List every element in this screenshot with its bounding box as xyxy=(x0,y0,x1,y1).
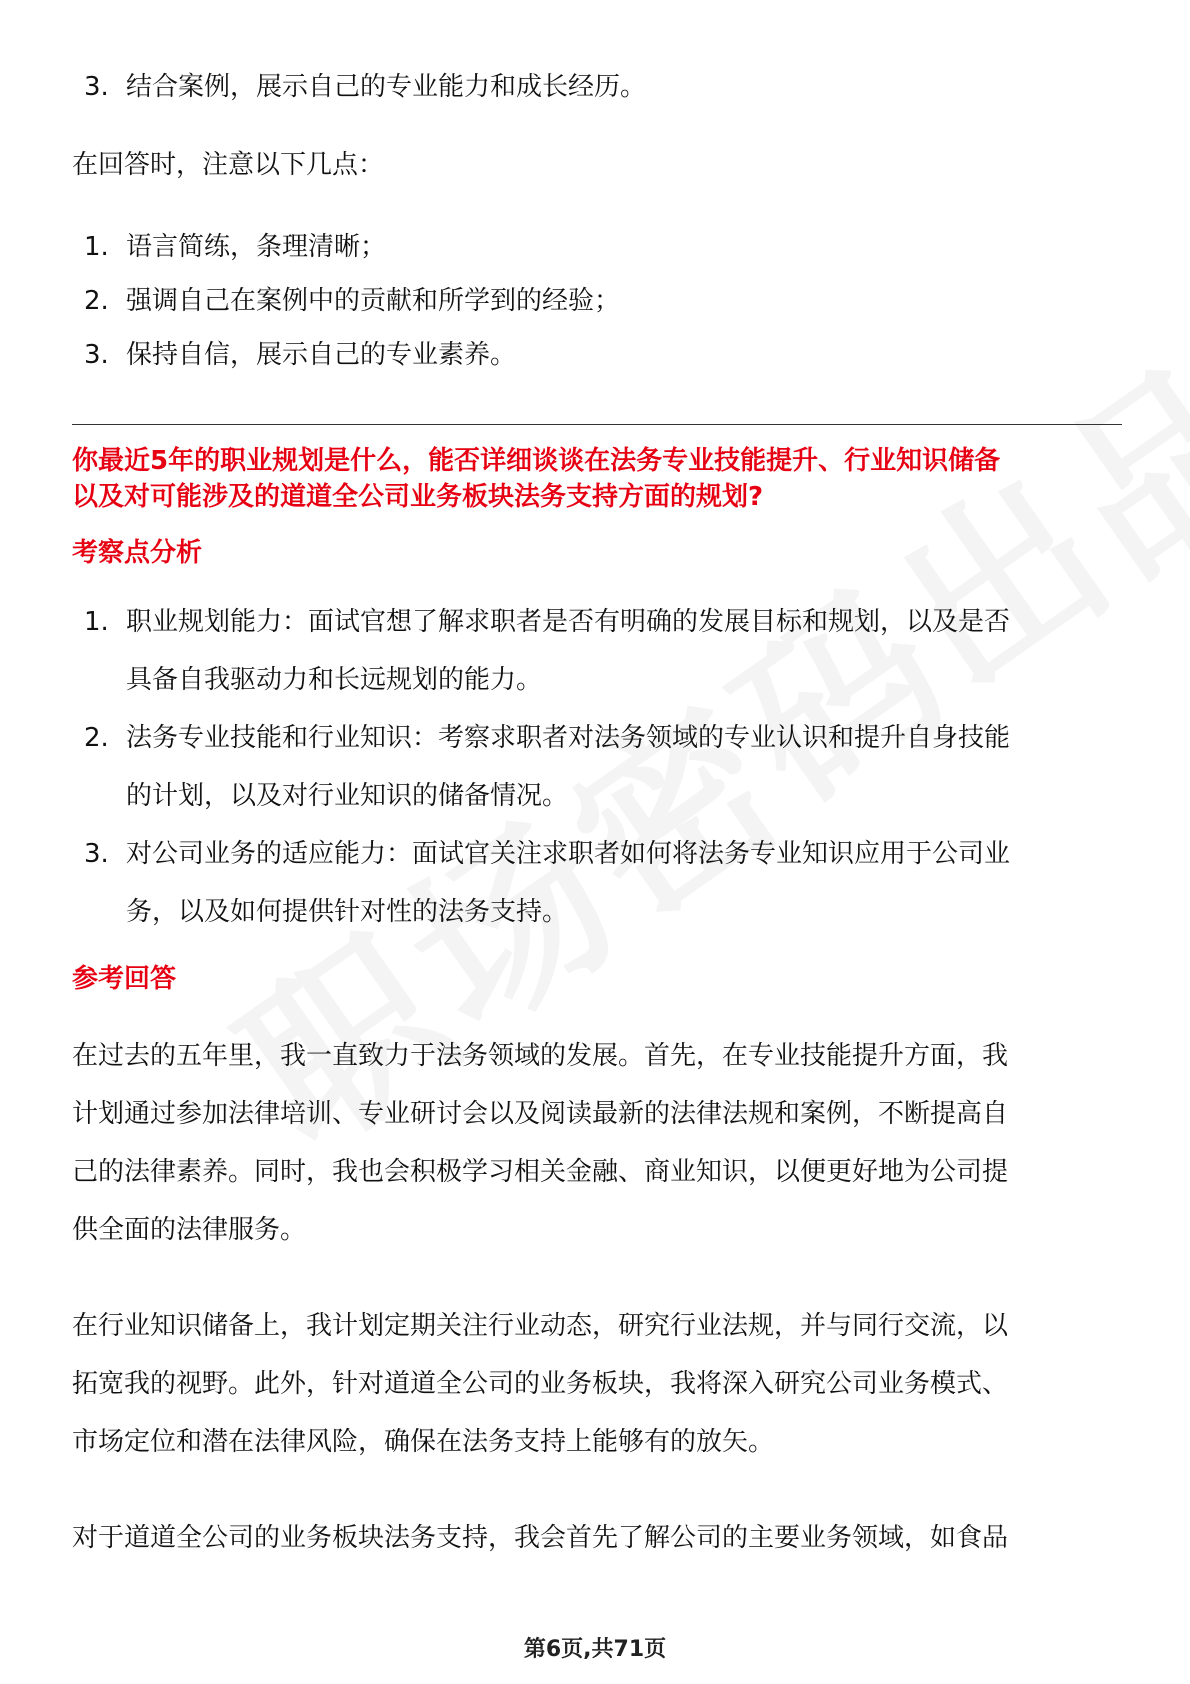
list-text-line: 对公司业务的适应能力：面试官关注求职者如何将法务专业知识应用于公司业 xyxy=(126,839,1011,869)
list-number: 3. xyxy=(84,72,109,102)
list-item xyxy=(72,709,1122,825)
question-block xyxy=(72,443,1122,515)
answer-paragraph xyxy=(72,1509,1122,1567)
notes-intro: 在回答时，注意以下几点： xyxy=(72,150,385,180)
paragraph-line: 在行业知识储备上，我计划定期关注行业动态，研究行业法规，并与同行交流，以 xyxy=(72,1311,1009,1341)
list-text-line: 法务专业技能和行业知识：考察求职者对法务领域的专业认识和提升自身技能 xyxy=(126,723,1011,753)
paragraph-line: 供全面的法律服务。 xyxy=(72,1215,307,1245)
list-text xyxy=(126,593,1122,709)
list-item xyxy=(72,272,1122,330)
list-text-line: 具备自我驱动力和长远规划的能力。 xyxy=(126,665,543,695)
list-number: 2. xyxy=(84,286,109,316)
list-item xyxy=(72,58,1122,116)
answer-paragraph xyxy=(72,1297,1122,1471)
list-number: 1. xyxy=(84,232,109,262)
list-number: 1. xyxy=(84,607,109,637)
list-number: 2. xyxy=(84,723,109,753)
paragraph-line: 拓宽我的视野。此外，针对道道全公司的业务板块，我将深入研究公司业务模式、 xyxy=(72,1369,1009,1399)
question-line: 以及对可能涉及的道道全公司业务板块法务支持方面的规划? xyxy=(72,482,764,512)
list-item xyxy=(72,326,1122,384)
list-number: 3. xyxy=(84,340,109,370)
list-text-line: 的计划，以及对行业知识的储备情况。 xyxy=(126,781,569,811)
previous-list xyxy=(72,58,1122,116)
analysis-list xyxy=(72,593,1122,941)
paragraph-line: 对于道道全公司的业务板块法务支持，我会首先了解公司的主要业务领域，如食品 xyxy=(72,1523,1009,1553)
list-text: 语言简练，条理清晰； xyxy=(126,232,387,262)
question-line: 你最近5年的职业规划是什么，能否详细谈谈在法务专业技能提升、行业知识储备 xyxy=(72,446,1001,476)
answer-heading: 参考回答 xyxy=(72,964,177,994)
paragraph-line: 市场定位和潜在法律风险，确保在法务支持上能够有的放矢。 xyxy=(72,1427,775,1457)
notes-list xyxy=(72,218,1122,384)
list-text-line: 职业规划能力：面试官想了解求职者是否有明确的发展目标和规划，以及是否 xyxy=(126,607,1011,637)
paragraph-line: 在过去的五年里，我一直致力于法务领域的发展。首先，在专业技能提升方面，我 xyxy=(72,1041,1009,1071)
list-text-line: 务，以及如何提供针对性的法务支持。 xyxy=(126,897,569,927)
list-item xyxy=(72,593,1122,709)
paragraph-line: 计划通过参加法律培训、专业研讨会以及阅读最新的法律法规和案例，不断提高自 xyxy=(72,1099,1009,1129)
paragraph-line: 己的法律素养。同时，我也会积极学习相关金融、商业知识，以便更好地为公司提 xyxy=(72,1157,1009,1187)
document-body xyxy=(72,58,1122,1567)
section-divider xyxy=(72,424,1122,425)
analysis-heading: 考察点分析 xyxy=(72,538,203,568)
list-text: 强调自己在案例中的贡献和所学到的经验； xyxy=(126,286,621,316)
list-item xyxy=(72,825,1122,941)
list-text xyxy=(126,825,1122,941)
list-text: 保持自信，展示自己的专业素养。 xyxy=(126,340,517,370)
list-number: 3. xyxy=(84,839,109,869)
list-item xyxy=(72,218,1122,276)
list-text xyxy=(126,709,1122,825)
answer-paragraph xyxy=(72,1027,1122,1259)
list-text: 结合案例，展示自己的专业能力和成长经历。 xyxy=(126,72,647,102)
page-footer: 第6页,共71页 xyxy=(523,1637,667,1662)
